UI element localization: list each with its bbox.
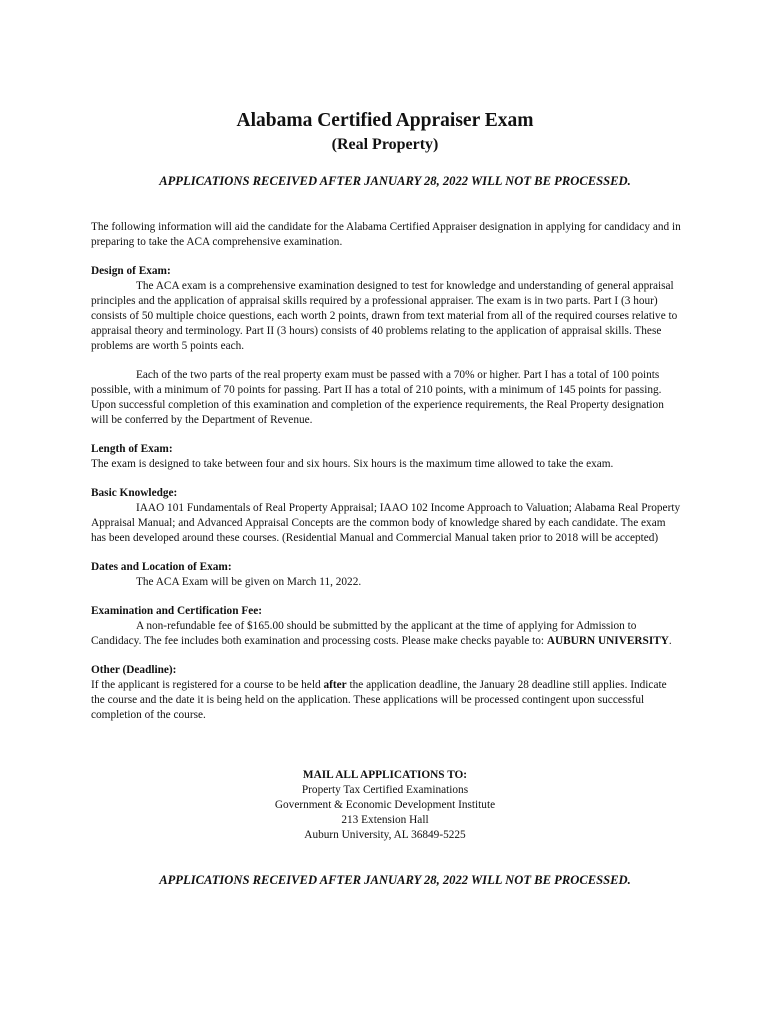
dates-paragraph: The ACA Exam will be given on March 11, 2022. <box>136 576 362 588</box>
document-body <box>91 220 681 723</box>
intro-paragraph: The following information will aid the candidate for the Alabama Certified Appraiser designation in applying for candidacy and in preparing to take the ACA comprehensive examination. <box>91 221 681 248</box>
fee-paragraph <box>91 619 681 649</box>
section-heading-design: Design of Exam: <box>91 265 171 277</box>
section-heading-other: Other (Deadline): <box>91 664 177 676</box>
design-paragraph-1: The ACA exam is a comprehensive examination designed to test for knowledge and understanding of general appraisal principles and the application of appraisal skills required by a professional appraiser. The exam is in two parts. Part I (3 hour) consists of 50 multiple choice questions, each worth 2 points, drawn from text material from all of the required courses relative to appraisal theory and terminology. Part II (3 hours) consists of 40 problems relating to the application of appraisal skills. These problems are worth 5 points each. <box>91 280 678 352</box>
section-heading-dates: Dates and Location of Exam: <box>91 561 232 573</box>
mailing-address-block <box>0 768 770 843</box>
other-paragraph <box>91 678 681 723</box>
other-text-after: the application deadline, the January 28 deadline still applies. Indicate the course and the date it is being held on the application. These applications will be processed contingent upon successful completion of the course. <box>91 679 667 721</box>
mail-heading: MAIL ALL APPLICATIONS TO: <box>302 769 468 781</box>
other-emphasis: after <box>323 679 347 691</box>
fee-payee: AUBURN UNIVERSITY <box>546 635 669 647</box>
fee-text: A non-refundable fee of $165.00 should be submitted by the applicant at the time of applying for Admission to Candidacy. The fee includes both examination and processing costs. Please make checks payable to: <box>91 620 637 647</box>
section-fee <box>91 604 681 649</box>
document-subtitle: (Real Property) <box>331 136 439 153</box>
mail-line-2: Government & Economic Development Institute <box>274 799 496 811</box>
section-length <box>91 442 681 472</box>
knowledge-paragraph: IAAO 101 Fundamentals of Real Property Appraisal; IAAO 102 Income Approach to Valuation; Alabama Real Property Appraisal Manual; and Advanced Appraisal Concepts are the common body of knowledge shared by each candidate. The exam has been developed around these courses. (Residential Manual and Commercial Manual taken prior to 2018 will be accepted) <box>91 502 681 544</box>
document-title: Alabama Certified Appraiser Exam <box>236 110 534 131</box>
fee-payee-end: . <box>668 635 672 647</box>
section-knowledge <box>91 486 681 546</box>
mail-line-4: Auburn University, AL 36849-5225 <box>304 829 466 841</box>
mail-line-3: 213 Extension Hall <box>341 814 429 826</box>
section-other <box>91 663 681 723</box>
section-heading-length: Length of Exam: <box>91 443 173 455</box>
section-heading-knowledge: Basic Knowledge: <box>91 487 178 499</box>
section-heading-fee: Examination and Certification Fee: <box>91 605 263 617</box>
length-paragraph: The exam is designed to take between four and six hours. Six hours is the maximum time allowed to take the exam. <box>91 458 614 470</box>
section-design <box>91 264 681 428</box>
section-dates <box>91 560 681 590</box>
mail-line-1: Property Tax Certified Examinations <box>301 784 469 796</box>
other-text-before: If the applicant is registered for a course to be held <box>91 679 324 691</box>
deadline-warning-bottom: APPLICATIONS RECEIVED AFTER JANUARY 28, 2022 WILL NOT BE PROCESSED. <box>159 873 631 887</box>
design-paragraph-2: Each of the two parts of the real property exam must be passed with a 70% or higher. Part I has a total of 100 points possible, with a minimum of 70 points for passing. Part II has a total of 210 points, with a minimum of 145 points for passing. Upon successful completion of this examination and completion of the experience requirements, the Real Property designation will be conferred by the Department of Revenue. <box>91 369 664 426</box>
deadline-warning-top: APPLICATIONS RECEIVED AFTER JANUARY 28, 2022 WILL NOT BE PROCESSED. <box>159 174 631 188</box>
